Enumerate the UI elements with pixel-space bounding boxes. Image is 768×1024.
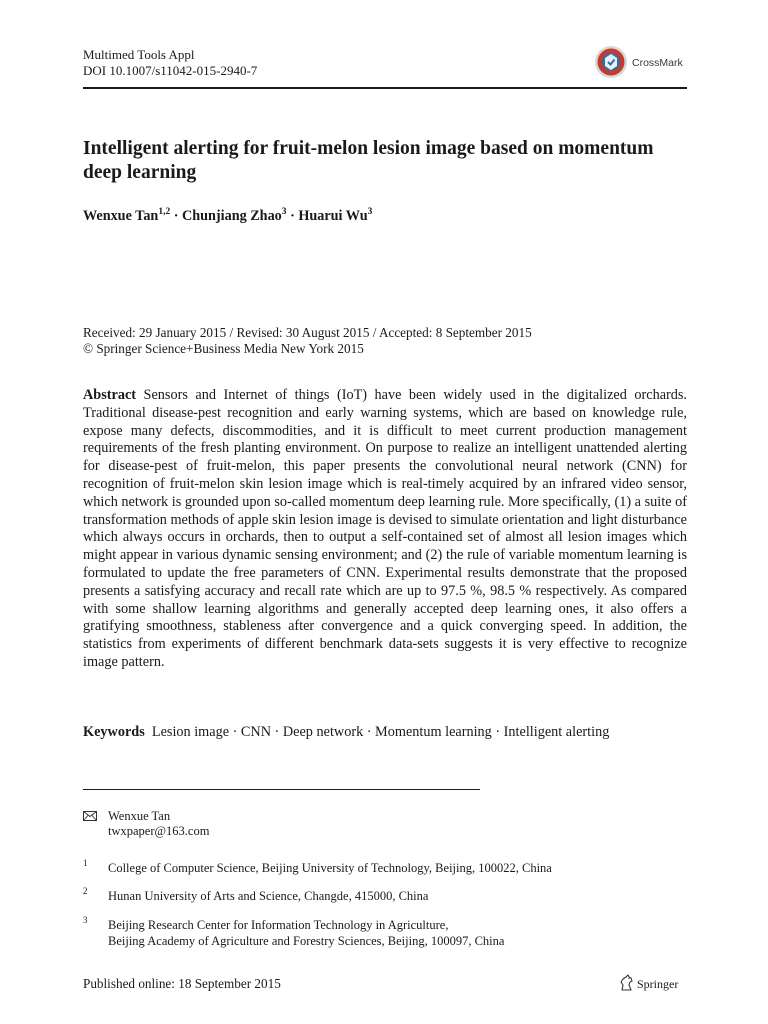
copyright-line: © Springer Science+Business Media New York 2015: [83, 341, 364, 356]
abstract: [83, 387, 687, 672]
author-list: [83, 207, 372, 225]
affiliation-number: 3: [83, 915, 88, 925]
author-separator: ·: [170, 208, 183, 224]
paper-title: Intelligent alerting for fruit-melon lesion image based on momentum deep learning: [83, 138, 654, 183]
author-affiliation-marker: 3: [367, 207, 373, 217]
journal-name: Multimed Tools Appl: [83, 47, 195, 62]
article-history: [83, 325, 532, 357]
header-rule: [83, 87, 687, 89]
keywords: [83, 723, 687, 741]
affiliation-text: College of Computer Science, Beijing University of Technology, Beijing, 100022, China: [108, 861, 552, 875]
published-online: Published online: 18 September 2015: [83, 976, 281, 991]
corresponding-author-name: Wenxue Tan: [108, 809, 171, 823]
abstract-text: Sensors and Internet of things (IoT) have been widely used in the digitalized orchards. Traditional disease-pest recognition and early warning systems, which are based on knowledge rule, expose many defects, discommodities, and it is difficult to meet current production management requirements of the fresh planting environment. On purpose to realize an intelligent unattended alerting for disease-pest of fruit-melon, this paper presents the convolutional neural network (CNN) for recognition of fruit-melon skin lesion image which is real-timely acquired by an infrared video sensor, which network is grounded upon so-called momentum deep learning rule. More specifically, (1) a suite of transformation methods of apple skin lesion image is devised to simulate orientation and light disturbance which always occurs in orchards, then to output a self-contained set of almost all lesion images which might appear in various dynamic sensing environment; and (2) the rule of variable momentum learning is formulated to update the free parameters of CNN. Experimental results demonstrate that the proposed presents a satisfying accuracy and recall rate which are up to 97.5 %, 98.5 % respectively. As compared with some shallow learning algorithms and generally accepted deep learning ones, it also offers a gratifying smoothness, stableness after convergence and a quick converging speed. In addition, the statistics from experiments of different benchmark data-sets suggests it is very effective to recognize image pattern.: [83, 387, 687, 670]
crossmark-icon: [594, 45, 628, 79]
history-dates: Received: 29 January 2015 / Revised: 30 August 2015 / Accepted: 8 September 2015: [83, 325, 532, 340]
crossmark-badge[interactable]: [594, 45, 694, 81]
envelope-icon: [83, 811, 97, 821]
author-name: Huarui Wu: [298, 208, 368, 224]
author-affiliation-marker: 3: [281, 207, 287, 217]
publisher-logo: [619, 973, 691, 995]
author-separator: ·: [286, 208, 299, 224]
publisher-name: Springer: [637, 977, 679, 991]
affiliation-number: 2: [83, 886, 88, 896]
crossmark-label: CrossMark: [632, 57, 683, 69]
affiliation-text: Hunan University of Arts and Science, Changde, 415000, China: [108, 889, 429, 903]
keywords-text: Lesion image · CNN · Deep network · Momentum learning · Intelligent alerting: [151, 724, 610, 740]
footnote-rule: [83, 789, 480, 790]
affiliation-text: Beijing Research Center for Information Technology in Agriculture,: [108, 918, 449, 932]
keywords-heading: Keywords: [83, 724, 145, 740]
author-name: Wenxue Tan: [83, 208, 159, 224]
author-name: Chunjiang Zhao: [182, 208, 282, 224]
affiliation-number: 1: [83, 858, 88, 868]
springer-horse-icon: [619, 974, 635, 992]
corresponding-author-email[interactable]: twxpaper@163.com: [108, 824, 210, 838]
abstract-heading: Abstract: [83, 387, 137, 403]
author-affiliation-marker: 1,2: [158, 207, 171, 217]
doi: DOI 10.1007/s11042-015-2940-7: [83, 63, 258, 78]
journal-header: [83, 47, 257, 79]
affiliation-text: Beijing Academy of Agriculture and Forestry Sciences, Beijing, 100097, China: [108, 934, 505, 948]
